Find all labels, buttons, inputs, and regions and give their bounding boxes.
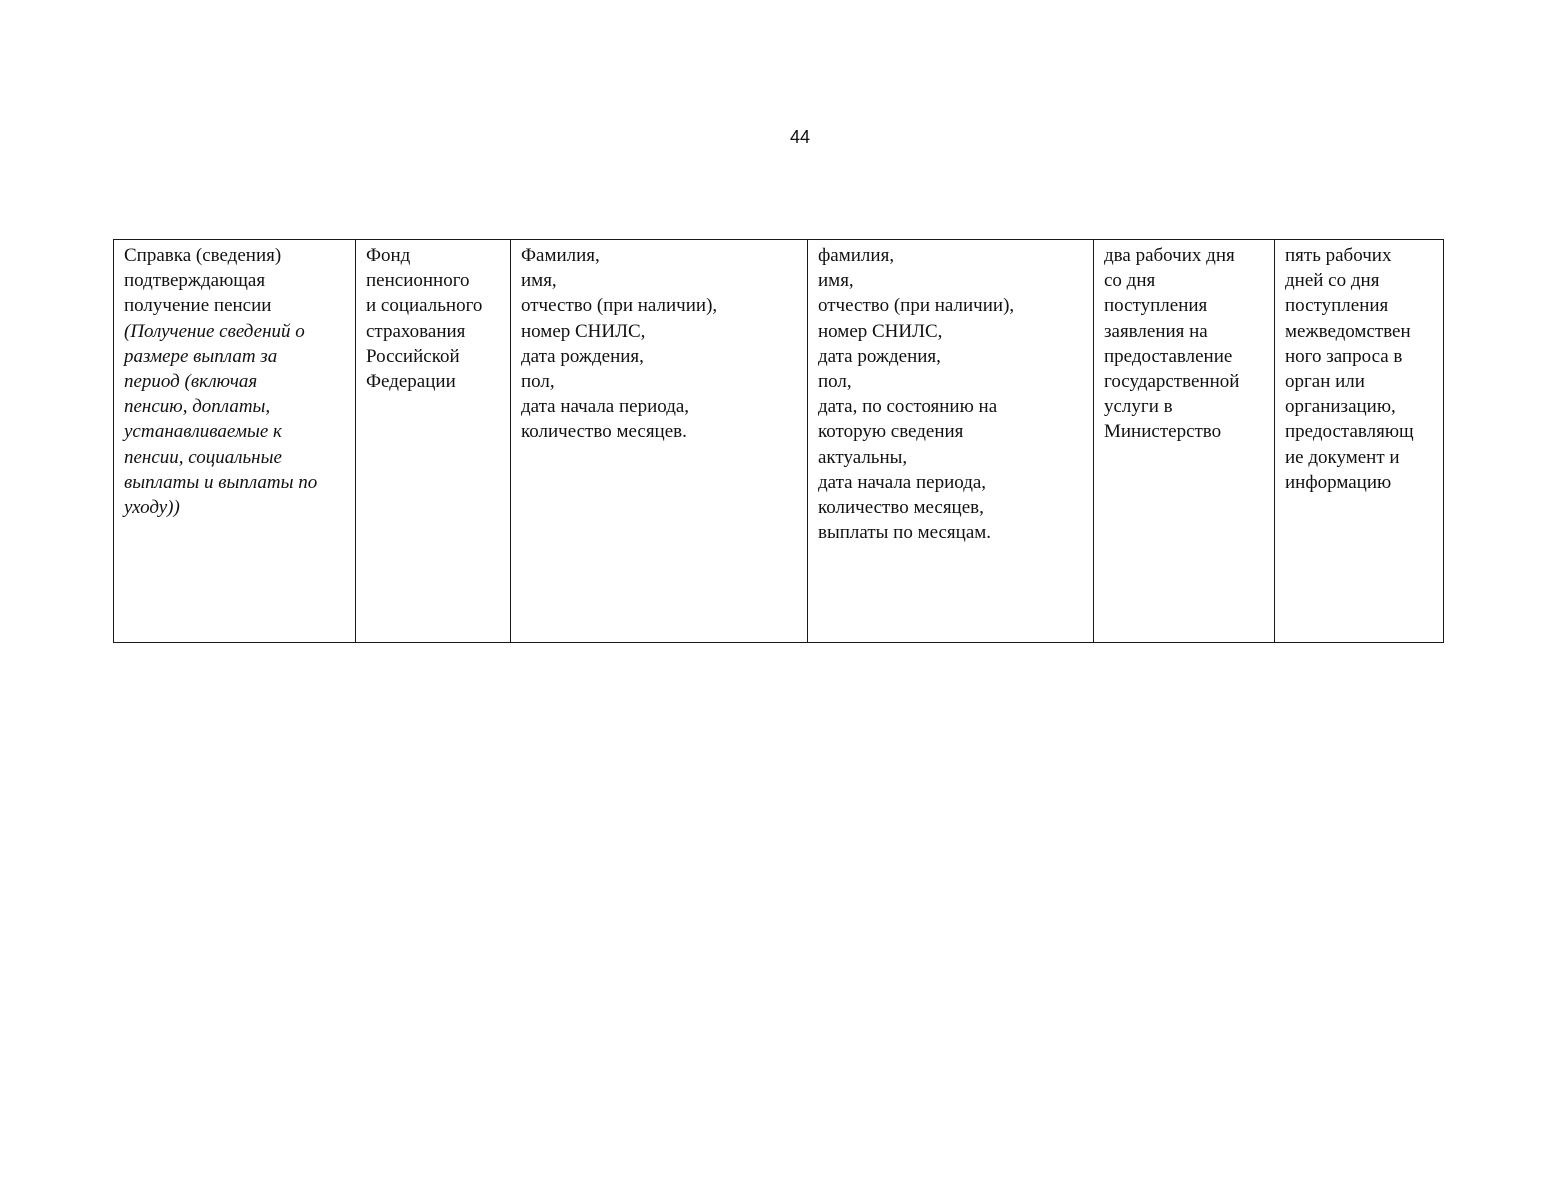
cell-line: номер СНИЛС, (521, 320, 646, 342)
cell-line: выплаты по месяцам. (818, 522, 992, 544)
cell-line: дата начала периода, (521, 396, 690, 418)
cell-line-italic: период (включая (124, 371, 258, 393)
cell-line: Российской (366, 345, 460, 367)
cell-organization (356, 240, 511, 643)
cell-line: страхования (366, 320, 466, 342)
cell-line: Министерство (1104, 421, 1222, 443)
cell-line: предоставление (1104, 345, 1233, 367)
cell-line: орган или (1285, 371, 1365, 393)
cell-line-italic: размере выплат за (124, 345, 278, 367)
cell-line: актуальны, (818, 446, 908, 468)
cell-line: предоставляющ (1285, 421, 1414, 443)
cell-line-italic: (Получение сведений о (124, 320, 305, 342)
cell-line: Фонд (366, 245, 411, 266)
cell-line: информацию (1285, 471, 1392, 493)
cell-line: дата рождения, (521, 345, 644, 367)
cell-line: со дня (1104, 270, 1156, 292)
cell-line: Федерации (366, 371, 456, 393)
cell-line: имя, (818, 270, 854, 292)
cell-line: фамилия, (818, 245, 895, 266)
cell-line: которую сведения (818, 421, 964, 443)
cell-line-italic: пенсии, социальные (124, 446, 282, 468)
cell-line: услуги в (1104, 396, 1173, 418)
cell-line: заявления на (1104, 320, 1208, 342)
cell-line: государственной (1104, 371, 1240, 393)
cell-line: дата рождения, (818, 345, 941, 367)
cell-line: организацию, (1285, 396, 1396, 418)
cell-line: ного запроса в (1285, 345, 1403, 367)
document-table (113, 239, 1444, 643)
cell-line: пенсионного (366, 270, 470, 292)
cell-response-term (1275, 240, 1444, 643)
cell-line-italic: уходу)) (124, 497, 180, 519)
cell-line: количество месяцев, (818, 497, 984, 519)
table-row (114, 240, 1444, 643)
cell-line: Справка (сведения) (124, 245, 282, 266)
cell-line: дата, по состоянию на (818, 396, 998, 418)
cell-line: ие документ и (1285, 446, 1400, 468)
cell-line: номер СНИЛС, (818, 320, 943, 342)
cell-line: дата начала периода, (818, 471, 987, 493)
cell-line: подтверждающая (124, 270, 266, 292)
cell-request-term (1094, 240, 1275, 643)
cell-line: пол, (818, 371, 852, 393)
cell-line: пять рабочих (1285, 245, 1392, 266)
cell-line: количество месяцев. (521, 421, 687, 443)
cell-line: межведомствен (1285, 320, 1411, 342)
cell-line: отчество (при наличии), (521, 295, 718, 317)
cell-line: имя, (521, 270, 557, 292)
cell-line: Фамилия, (521, 245, 600, 266)
cell-line: пол, (521, 371, 555, 393)
cell-line: отчество (при наличии), (818, 295, 1015, 317)
cell-request-data (511, 240, 808, 643)
cell-line-italic: выплаты и выплаты по (124, 471, 318, 493)
cell-line: два рабочих дня (1104, 245, 1235, 266)
cell-line: поступления (1104, 295, 1208, 317)
cell-document-name (114, 240, 356, 643)
cell-line: получение пенсии (124, 295, 272, 317)
page-number: 44 (789, 127, 811, 147)
cell-line: дней со дня (1285, 270, 1380, 292)
cell-line-italic: пенсию, доплаты, (124, 396, 271, 418)
cell-line-italic: устанавливаемые к (124, 421, 282, 443)
cell-line: и социального (366, 295, 483, 317)
cell-response-data (808, 240, 1094, 643)
cell-line: поступления (1285, 295, 1389, 317)
